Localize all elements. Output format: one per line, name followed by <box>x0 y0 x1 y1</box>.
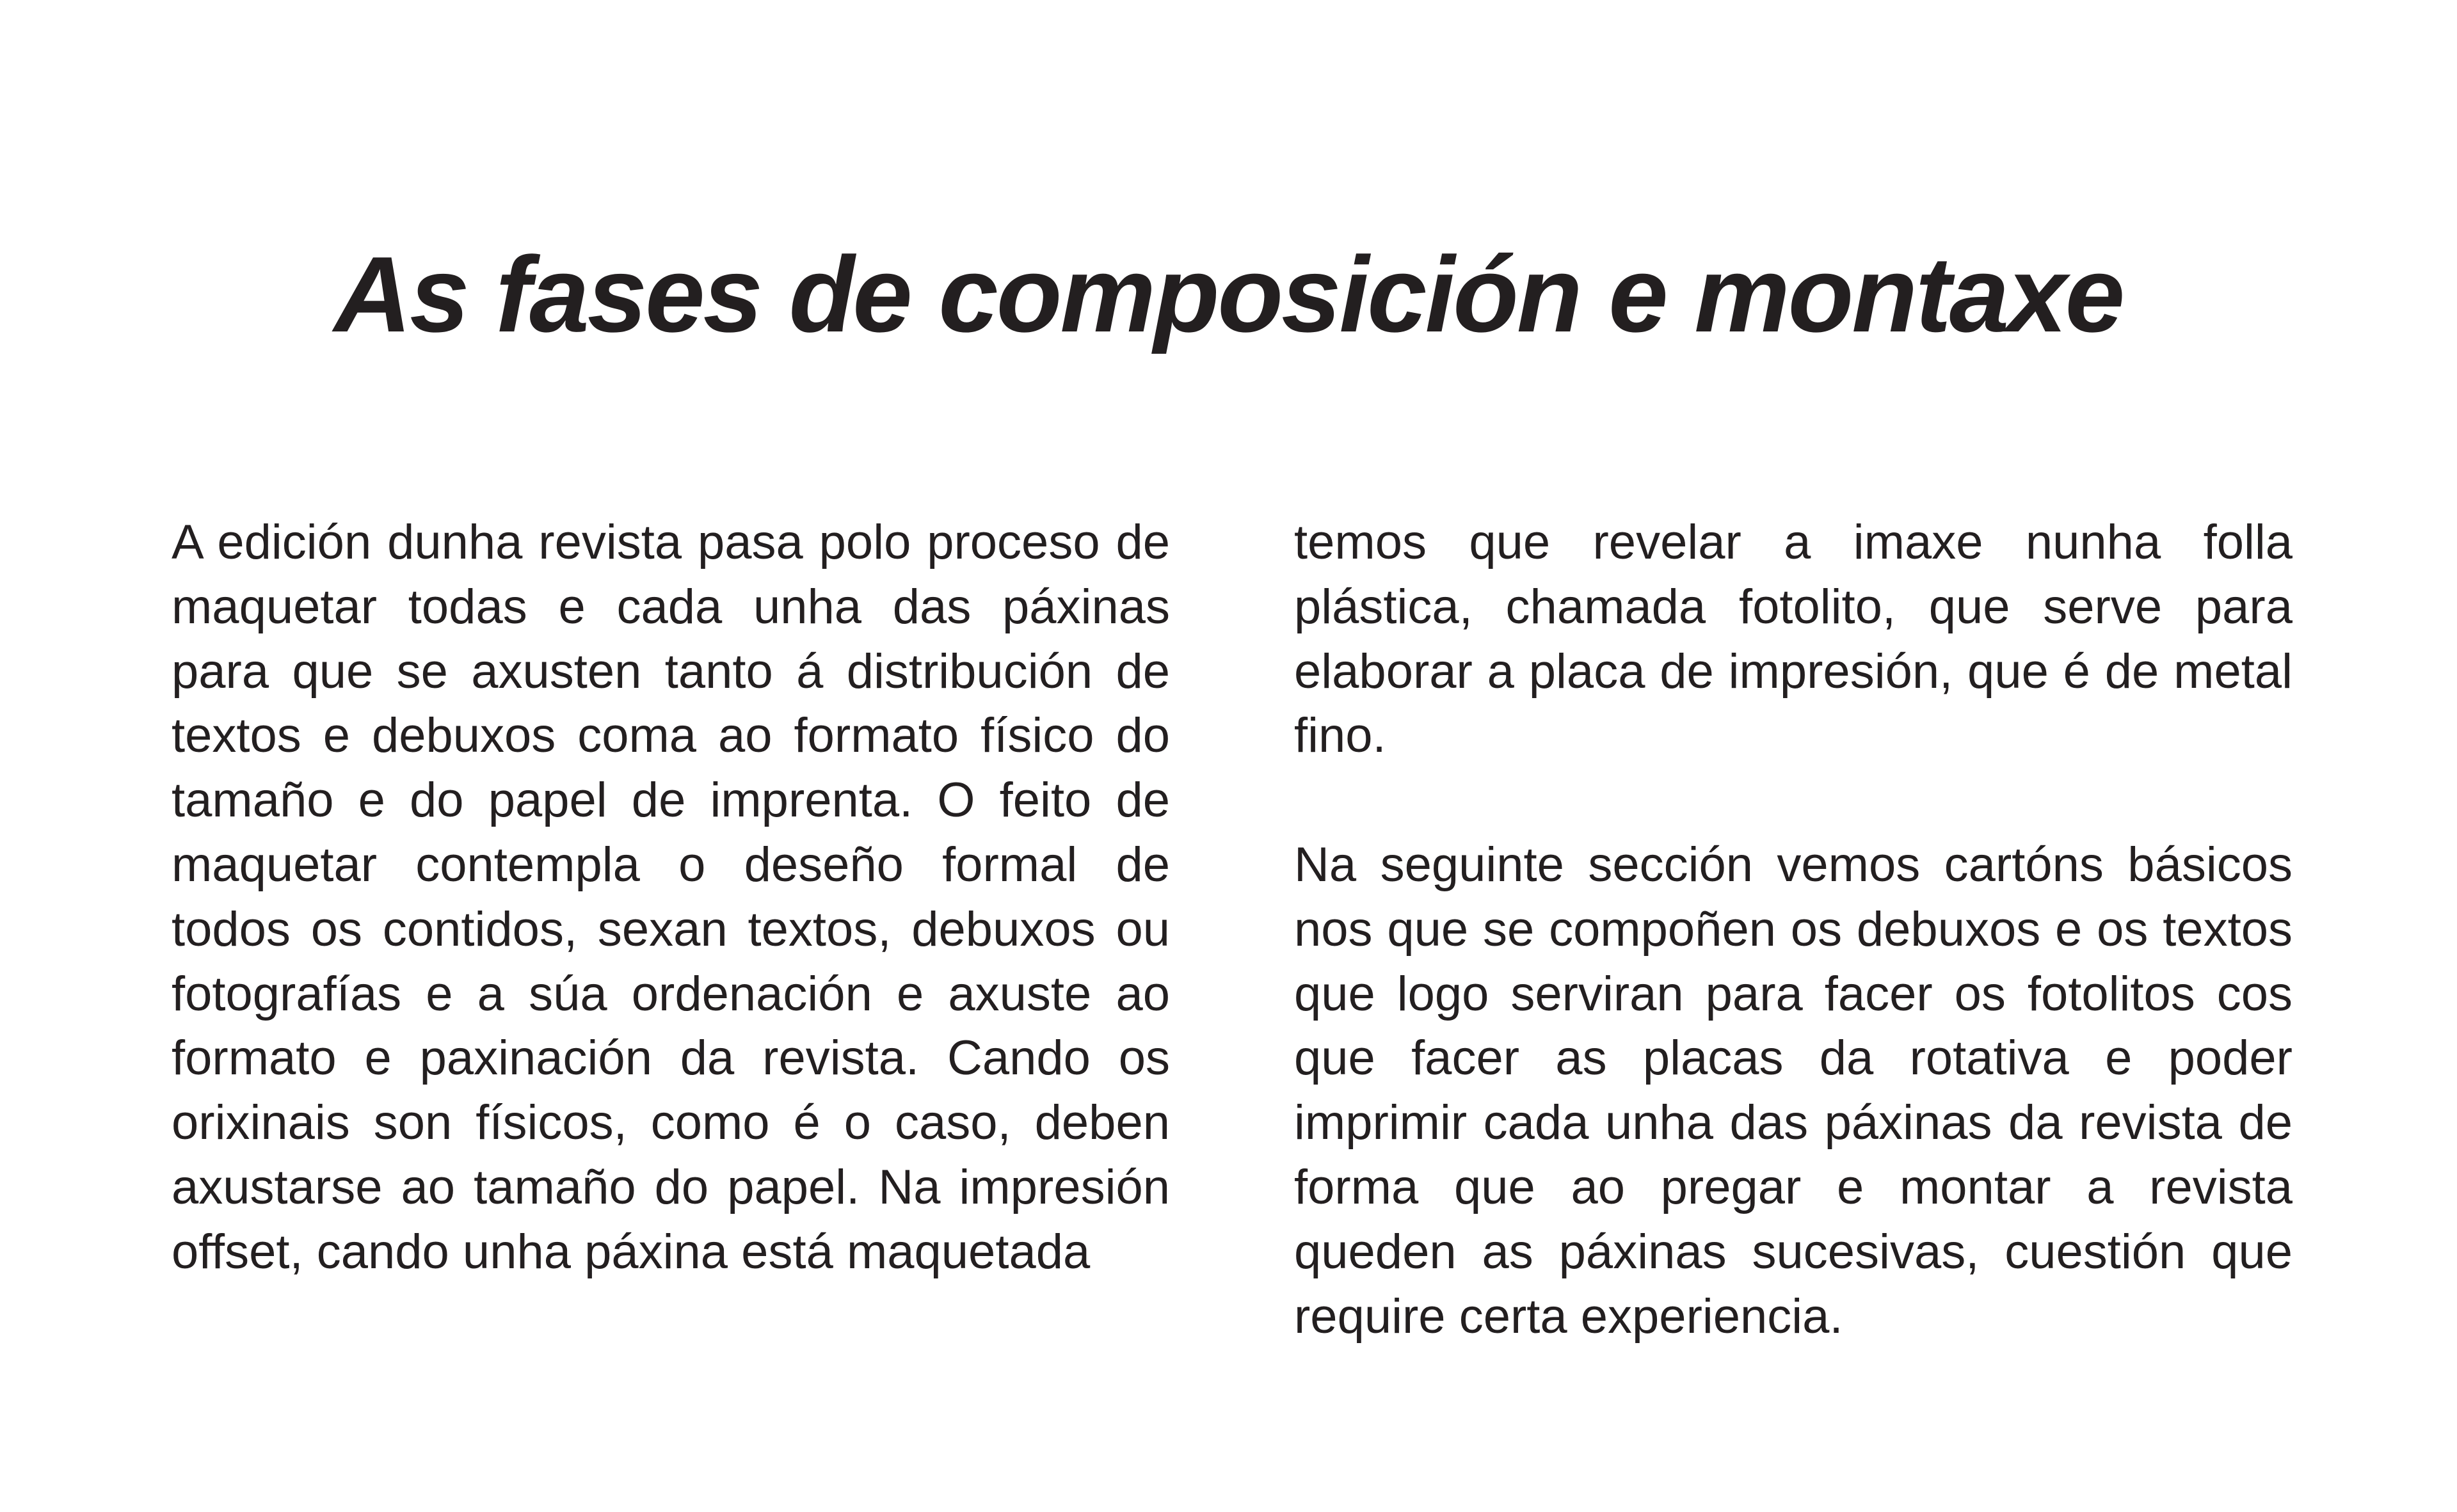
text-column-left <box>172 511 1170 1285</box>
text-column-right <box>1294 511 2293 1349</box>
body-paragraph: Na seguinte sección vemos cartóns básicos nos que se compoñen os debuxos e os textos que logo serviran para facer os fotolitos cos que facer as placas da rotativa e poder imprimir cada unha das páxinas da revista de forma que ao pregar e montar a revista queden as páxinas sucesivas, cuestión que require certa experiencia. <box>1294 837 2293 1344</box>
page-title: As fases de composición e montaxe <box>333 234 2124 354</box>
body-paragraph: A edición dunha revista pasa polo proceso de maquetar todas e cada unha das páxinas para que se axusten tanto á distribución de textos e debuxos coma ao formato físico do tamaño e do papel de imprenta. O feito de maquetar contempla o deseño formal de todos os contidos, sexan textos, debuxos ou fotografías e a súa ordenación e axuste ao formato e paxinación da revista. Cando os orixinais son físicos, como é o caso, deben axustarse ao tamaño do papel. Na impresión offset, cando unha páxina está maquetada <box>172 515 1170 1279</box>
body-paragraph: temos que revelar a imaxe nunha folla plástica, chamada fotolito, que serve para elaborar a placa de impresión, que é de metal fino. <box>1294 515 2293 763</box>
